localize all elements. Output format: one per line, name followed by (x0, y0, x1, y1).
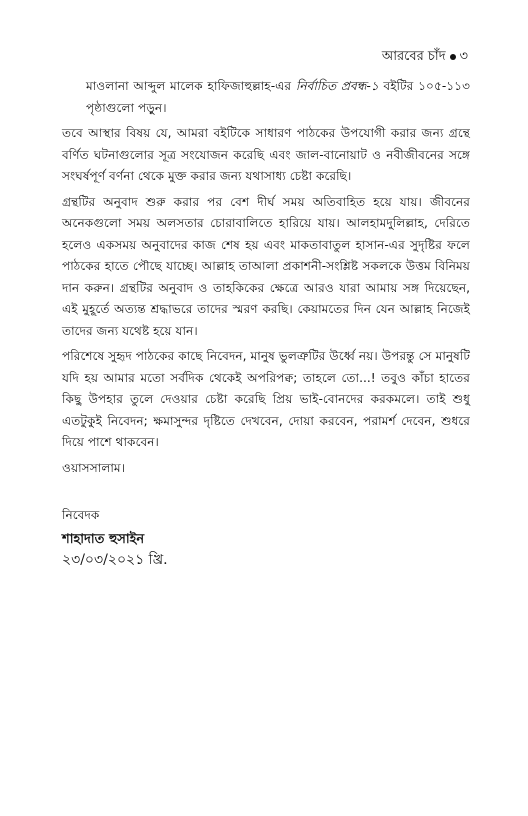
book-title-italic: নির্বাচিত প্রবন্ধ-১ (295, 79, 379, 93)
paragraph-reference-text-b: বইটির ১০৫-১১৩ পৃষ্ঠাগুলো পড়ুন। (86, 79, 470, 115)
page-content (62, 76, 470, 572)
paragraph-request: পরিশেষে সুহৃদ পাঠকের কাছে নিবেদন, মানুষ ভুলত্রুটির উর্ধ্বে নয়। উপরন্তু সে মানুষটি যদি হয় আমার মতো সর্বদিক থেকেই অপরিপক্ব; তাহলে তো...! তবুও কাঁচা হাতের কিছু উপহার তুলে দেওয়ার চেষ্টা করেছি প্রিয় ভাই-বোনদের করকমলে। তাই শুধু এতটুকুই নিবেদন; ক্ষমাসুন্দর দৃষ্টিতে দেখবেন, দোয়া করবেন, পরামর্শ দেবেন, শুধরে দিয়ে পাশে থাকবেন। (62, 349, 470, 449)
paragraph-reference (62, 76, 470, 119)
chapter-title: আরবের চাঁদ (381, 49, 446, 64)
signoff-label: নিবেদক (62, 508, 100, 522)
paragraph-acknowledgement: গ্রন্থটির অনুবাদ শুরু করার পর বেশ দীর্ঘ সময় অতিবাহিত হয়ে যায়। জীবনের অনেকগুলো সময় অলসতার চোরাবালিতে হারিয়ে যায়। আলহামদুলিল্লাহ, দেরিতে হলেও একসময় অনুবাদের কাজ শেষ হয় এবং মাকতাবাতুল হাসান-এর সুদৃষ্টির ফলে পাঠকের হাতে পৌছে যাচ্ছে। আল্লাহ তাআলা প্রকাশনী-সংশ্লিষ্ট সকলকে উত্তম বিনিময় দান করুন। গ্রন্থটির অনুবাদ ও তাহকিকের ক্ষেত্রে আরও যারা আমায় সঙ্গ দিয়েছেন, এই মুহূর্তে অত্যন্ত শ্রদ্ধাভরে তাদের স্মরণ করছি। কেয়ামতের দিন যেন আল্লাহ নিজেই তাদের জন্য যথেষ্ট হয়ে যান। (62, 194, 470, 338)
page-number: ৩ (459, 49, 468, 64)
signoff-date: ২৩/০৩/২০২১ খ্রি. (62, 552, 168, 568)
signoff-block (62, 505, 470, 572)
paragraph-assurance: তবে আস্থার বিষয় যে, আমরা বইটিকে সাধারণ পাঠকের উপযোগী করার জন্য গ্রন্থে বর্ণিত ঘটনাগুলোর সূত্র সংযোজন করেছি এবং জাল-বানোয়াট ও নবীজীবনের সঙ্গে সংঘর্ষপূর্ণ বর্ণনা থেকে মুক্ত করার জন্য যথাসাধ্য চেষ্টা করেছি। (62, 126, 470, 183)
author-name: শাহাদাত হুসাইন (62, 531, 145, 547)
paragraph-reference-text-a: মাওলানা আব্দুল মালেক হাফিজাহুল্লাহ-এর (86, 79, 296, 93)
running-header (382, 48, 468, 66)
bullet-dot-icon (450, 54, 456, 60)
paragraph-salutation: ওয়াসসালাম। (62, 460, 126, 475)
